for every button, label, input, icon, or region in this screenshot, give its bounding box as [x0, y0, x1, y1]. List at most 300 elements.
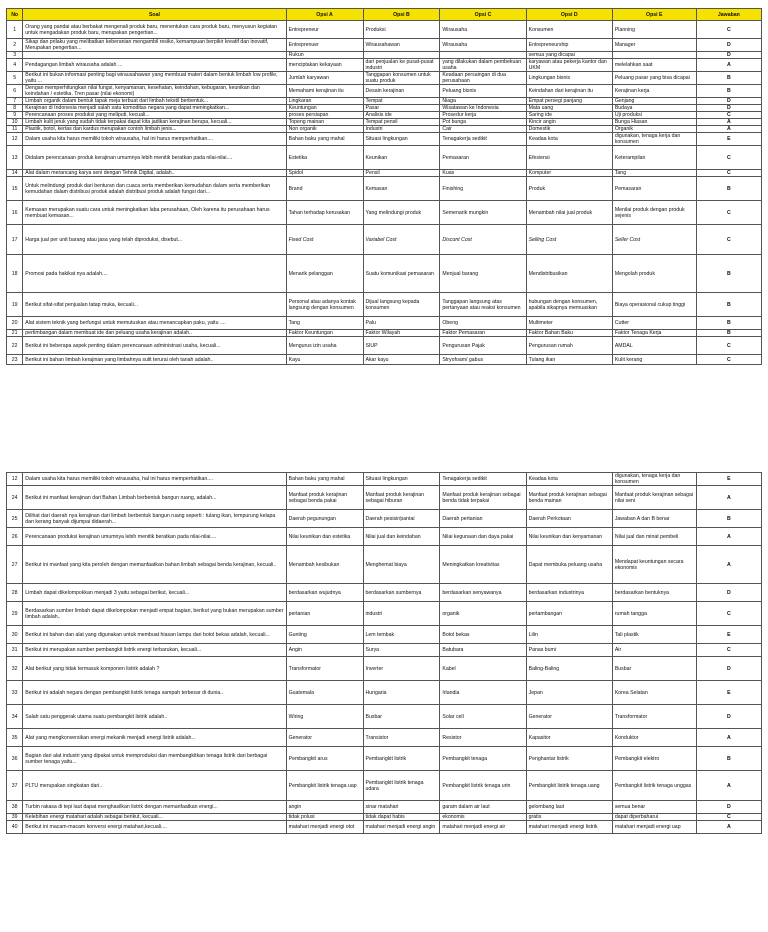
option-d: Baling-Baling: [526, 657, 612, 681]
question-text: Salah satu penggerak utama suatu pembangkit listrik adalah..: [23, 705, 286, 729]
answer-key: D: [696, 39, 761, 52]
question-number: 20: [7, 317, 23, 330]
option-c: Menjual barang: [440, 255, 526, 293]
option-e: Pemasaran: [612, 177, 696, 201]
option-b: Produksi: [363, 21, 440, 39]
option-b: Lem tembak: [363, 626, 440, 644]
question-text: Berikut ini merupakan sumber pembangkit listrik energi terbarukan, kecuali...: [23, 644, 286, 657]
option-b: Pembangkit listrik tenaga udara: [363, 771, 440, 801]
option-d: Saring ide: [526, 112, 612, 119]
question-text: Pendagangan limbah wirausaha adalah ...: [23, 59, 286, 72]
answer-key: E: [696, 473, 761, 486]
question-number: 39: [7, 814, 23, 821]
question-text: Promosi pada hakikat nya adalah....: [23, 255, 286, 293]
question-text: Berikut ini beberapa aspek penting dalam perencanaan administrasi usaha, kecuali...: [23, 337, 286, 355]
option-c: Pot bunga: [440, 119, 526, 126]
answer-key: C: [696, 112, 761, 119]
question-row: [7, 170, 762, 177]
option-b: SIUP: [363, 337, 440, 355]
option-d: Domestik: [526, 126, 612, 133]
option-c: Stryofoam/ gabus: [440, 355, 526, 365]
option-a: Tang: [286, 317, 363, 330]
question-row: [7, 584, 762, 602]
answer-key: B: [696, 255, 761, 293]
option-b: Industri: [363, 126, 440, 133]
option-e: Genjang: [612, 98, 696, 105]
question-number: 24: [7, 486, 23, 510]
option-c: matahari menjadi energi air: [440, 821, 526, 834]
option-b: Surya: [363, 644, 440, 657]
option-e: berdasarkan bentuknya: [612, 584, 696, 602]
question-text: PLTU merupakan singkatan dari..: [23, 771, 286, 801]
question-text: Perencanaan proses produksi yang meliputi, kecuali...: [23, 112, 286, 119]
question-text: Berikut ini manfaat yang kita peroleh dengan memanfaatkan bahan limbah sebagai benda kerajinan, kecuali..: [23, 546, 286, 584]
option-b: Akar kayu: [363, 355, 440, 365]
question-number: 13: [7, 146, 23, 170]
question-number: 10: [7, 119, 23, 126]
question-text: Dilihat dari daerah nya kerajinan dari limbah berbentuk bangun ruang seperti : tulang ikan, tempurung kelapa dan kerang banyak dijumpai didaerah...: [23, 510, 286, 528]
option-e: Nilai jual dan minat pembeli: [612, 528, 696, 546]
option-e: semua benar: [612, 801, 696, 814]
option-e: Planning: [612, 21, 696, 39]
question-number: 15: [7, 177, 23, 201]
answer-key: B: [696, 317, 761, 330]
option-d: Jepan: [526, 681, 612, 705]
answer-key: E: [696, 626, 761, 644]
question-row: [7, 255, 762, 293]
question-row: [7, 105, 762, 112]
option-a: Gunting: [286, 626, 363, 644]
question-text: Plastik, botol, kertas dan kardus merupakan contoh limbah jenis...: [23, 126, 286, 133]
header-opsi-c: Opsi C: [440, 9, 526, 21]
option-b: Nilai jual dan keindahan: [363, 528, 440, 546]
question-text: Berikut sifat-sifat penjualan tatap muka, kecuali...: [23, 293, 286, 317]
header-opsi-a: Opsi A: [286, 9, 363, 21]
question-number: 9: [7, 112, 23, 119]
option-b: Pensil: [363, 170, 440, 177]
question-number: 4: [7, 59, 23, 72]
question-row: [7, 39, 762, 52]
question-text: Berdasarkan sumber limbah dapat dikelompokan menjadi empat bagian, berikut yang bukan merupakan sumber limbah adalah..: [23, 602, 286, 626]
option-b: berdasarkan sumbernya: [363, 584, 440, 602]
answer-key: C: [696, 644, 761, 657]
option-d: Generator: [526, 705, 612, 729]
option-b: Suatu komunikasi pemasaran: [363, 255, 440, 293]
question-text: Dalam usaha kita harus memiliki tokoh wirausaha, hal ini harus memperhatikan....: [23, 133, 286, 146]
option-e: Jawaban A dan B benar: [612, 510, 696, 528]
option-b: Desain kerajinan: [363, 85, 440, 98]
question-row: [7, 602, 762, 626]
option-d: pertambangan: [526, 602, 612, 626]
option-b: [363, 52, 440, 59]
option-e: Organik: [612, 126, 696, 133]
option-a: Bahan baku yang mahal: [286, 133, 363, 146]
option-e: Pembangkit listrik tenaga unggas: [612, 771, 696, 801]
option-d: Mendistribusikan: [526, 255, 612, 293]
option-d: Keadaa kota: [526, 133, 612, 146]
option-d: Panas bumi: [526, 644, 612, 657]
option-d: Konsumen: [526, 21, 612, 39]
answer-key: B: [696, 177, 761, 201]
option-e: Mengolah produk: [612, 255, 696, 293]
option-e: digunakan, tenaga kerja dan konsumen: [612, 133, 696, 146]
question-row: [7, 293, 762, 317]
option-c: Pengurusan Pajak: [440, 337, 526, 355]
question-text: [23, 52, 286, 59]
option-c: Cair: [440, 126, 526, 133]
option-b: Tempat: [363, 98, 440, 105]
option-a: angin: [286, 801, 363, 814]
question-number: 1: [7, 21, 23, 39]
option-c: Discont Cost: [440, 225, 526, 255]
option-b: tidak dapat habis: [363, 814, 440, 821]
question-row: [7, 330, 762, 337]
option-a: Entrepreneur: [286, 21, 363, 39]
option-b: Palu: [363, 317, 440, 330]
question-row: [7, 126, 762, 133]
question-text: Alat sistem teknik yang berfungsi untuk memutuskan atau menancapkan paku, yaitu ....: [23, 317, 286, 330]
answer-key: B: [696, 330, 761, 337]
question-row: [7, 225, 762, 255]
option-c: Meningkatkan kreativitas: [440, 546, 526, 584]
option-c: Keadaan persaingan di dua perusahaan: [440, 72, 526, 85]
answer-key: B: [696, 85, 761, 98]
question-text: Bagian dari alat industri yang dipakai untuk memproduksi dan membangkitkan tenaga listrik dari berbagai sumber tenaga yaitu...: [23, 747, 286, 771]
answer-key: D: [696, 98, 761, 105]
option-d: matahari menjadi energi listrik: [526, 821, 612, 834]
option-d: gelombang laut: [526, 801, 612, 814]
answer-key: C: [696, 602, 761, 626]
question-row: [7, 528, 762, 546]
option-a: Bahan baku yang mahal: [286, 473, 363, 486]
question-text: Sikap dan prilaku yang melibatkan keberanian mengambil resiko, kemampuan berpikir kreatif dan inovatif, Merupakan pengertian...: [23, 39, 286, 52]
option-a: Spidol: [286, 170, 363, 177]
header-jawaban: Jawaban: [696, 9, 761, 21]
option-e: Konduktor: [612, 729, 696, 747]
option-b: Hungaria: [363, 681, 440, 705]
question-number: 31: [7, 644, 23, 657]
option-e: Kerajinan kerja: [612, 85, 696, 98]
option-a: matahari menjadi energi otot: [286, 821, 363, 834]
option-d: hubungan dengan konsumen, apabila sikapnya memuaskan: [526, 293, 612, 317]
option-b: Situasi lingkungan: [363, 133, 440, 146]
option-d: karyawan atau pekerja kantor dan UKM: [526, 59, 612, 72]
option-b: Inverter: [363, 657, 440, 681]
option-a: Kayu: [286, 355, 363, 365]
option-b: Kemasan: [363, 177, 440, 201]
question-number: 16: [7, 201, 23, 225]
option-d: Keadaa kota: [526, 473, 612, 486]
question-text: Berikut ini bahan limbah kerajinan yang limbahnya sulit terurai oleh tanah adalah..: [23, 355, 286, 365]
option-b: industri: [363, 602, 440, 626]
option-e: Seller Cost: [612, 225, 696, 255]
question-number: 7: [7, 98, 23, 105]
option-d: gratis: [526, 814, 612, 821]
option-a: Transformator: [286, 657, 363, 681]
option-c: Wirausaha: [440, 39, 526, 52]
option-a: Pembangkit listrik tenaga uap: [286, 771, 363, 801]
question-text: Berikut ini adalah negara dengan pembangkit listrik tenaga sampah terbesar di dunia..: [23, 681, 286, 705]
option-a: Jumlah karyawan: [286, 72, 363, 85]
question-number: 12: [7, 133, 23, 146]
question-row: [7, 201, 762, 225]
question-number: 29: [7, 602, 23, 626]
question-number: 5: [7, 72, 23, 85]
option-b: Variabel Cost: [363, 225, 440, 255]
option-e: matahari menjadi energi uap: [612, 821, 696, 834]
option-d: Tulang ikan: [526, 355, 612, 365]
question-row: [7, 486, 762, 510]
header-no: No: [7, 9, 23, 21]
option-a: Angin: [286, 644, 363, 657]
option-e: Budaya: [612, 105, 696, 112]
answer-key: A: [696, 119, 761, 126]
option-b: matahari menjadi energi angin: [363, 821, 440, 834]
option-d: Selling Cost: [526, 225, 612, 255]
question-text: Berikut ini bahan dan alat yang digunakan untuk membuat hiasan lampu dari botol bekas adalah, kecuali...: [23, 626, 286, 644]
option-e: digunakan, tenaga kerja dan konsumen: [612, 473, 696, 486]
question-number: 14: [7, 170, 23, 177]
option-b: Tempat pensil: [363, 119, 440, 126]
header-soal: Soal: [23, 9, 286, 21]
answer-key: D: [696, 584, 761, 602]
option-a: Guatemala: [286, 681, 363, 705]
question-number: 23: [7, 355, 23, 365]
question-row: [7, 681, 762, 705]
option-b: Situasi lingkungan: [363, 473, 440, 486]
option-b: dari penjualan ke pusat-pusat industri: [363, 59, 440, 72]
answer-key: C: [696, 21, 761, 39]
question-number: 17: [7, 225, 23, 255]
option-b: Daerah pesisir/pantai: [363, 510, 440, 528]
option-c: Irlandia: [440, 681, 526, 705]
option-c: ekonomis: [440, 814, 526, 821]
option-e: Manfaat produk kerajinan sebagai nilai seni: [612, 486, 696, 510]
option-a: Estetika: [286, 146, 363, 170]
option-a: Keuntungan: [286, 105, 363, 112]
option-c: [440, 52, 526, 59]
question-number: 40: [7, 821, 23, 834]
option-a: Mengurus izin usaha: [286, 337, 363, 355]
option-a: Topeng mainan: [286, 119, 363, 126]
option-d: Keindahan dari kerajinan itu: [526, 85, 612, 98]
option-c: Batubara: [440, 644, 526, 657]
option-a: Non organik: [286, 126, 363, 133]
option-e: [612, 52, 696, 59]
question-row: [7, 771, 762, 801]
option-d: Produk: [526, 177, 612, 201]
question-text: Turbin rakasa di tepi laut dapat menghasilkan listrik dengan memanfaatkan energi...: [23, 801, 286, 814]
option-d: Menambah nilai jual produk: [526, 201, 612, 225]
question-row: [7, 626, 762, 644]
question-row: [7, 112, 762, 119]
option-a: Pembangkit arus: [286, 747, 363, 771]
question-number: 21: [7, 330, 23, 337]
option-a: Memahami kerajinan itu: [286, 85, 363, 98]
question-row: [7, 21, 762, 39]
question-number: 33: [7, 681, 23, 705]
option-a: Generator: [286, 729, 363, 747]
option-b: Dijual langsung kepada konsumen: [363, 293, 440, 317]
question-row: [7, 801, 762, 814]
answer-key: A: [696, 821, 761, 834]
answer-key: A: [696, 59, 761, 72]
option-d: semua yang dicapai: [526, 52, 612, 59]
answer-key: B: [696, 293, 761, 317]
question-text: Alat yang mengkonversikan energi mekanik menjadi energi listrik adalah...: [23, 729, 286, 747]
option-c: Wisatawan ke Indonesia: [440, 105, 526, 112]
question-text: Harga jual per unit barang atau jasa yang telah diproduksi, disebut...: [23, 225, 286, 255]
option-e: Manager: [612, 39, 696, 52]
option-b: sinar matahari: [363, 801, 440, 814]
question-text: Perencanaan produksi kerajinan umumnya lebih menitik beratkan pada nilai-nilai....: [23, 528, 286, 546]
option-a: Nilai keunikan dan estetika: [286, 528, 363, 546]
option-a: Rukun: [286, 52, 363, 59]
option-c: Resistor: [440, 729, 526, 747]
answer-key: A: [696, 771, 761, 801]
option-d: Multimeter: [526, 317, 612, 330]
option-c: Wirausaha: [440, 21, 526, 39]
question-number: 22: [7, 337, 23, 355]
question-text: Dengan memperhitungkan nilai fungsi, kenyamanan, kesehatan, keindahan, kebugaran, keunikan dan keindahan / estetika. Tren pasar (nilai ekonomi): [23, 85, 286, 98]
answer-key: A: [696, 546, 761, 584]
question-row: [7, 52, 762, 59]
answer-key: A: [696, 729, 761, 747]
answer-key: C: [696, 337, 761, 355]
header-row: [7, 9, 762, 21]
question-number: 12: [7, 473, 23, 486]
option-e: Menilai produk dengan produk sejenis: [612, 201, 696, 225]
question-number: 19: [7, 293, 23, 317]
option-e: Air: [612, 644, 696, 657]
question-row: [7, 473, 762, 486]
option-d: Mata uang: [526, 105, 612, 112]
question-text: Limbah dapat dikelompokkan menjadi 3 yaitu sebagai berikut, kecuali...: [23, 584, 286, 602]
question-row: [7, 510, 762, 528]
option-c: Peluang bisnis: [440, 85, 526, 98]
option-e: Transformator: [612, 705, 696, 729]
option-d: Efesiensi: [526, 146, 612, 170]
answer-key: E: [696, 681, 761, 705]
option-a: Manfaat produk kerajinan sebagai benda pakai: [286, 486, 363, 510]
option-c: Tanggapan langsung atas pertanyaan atau reaksi konsumen: [440, 293, 526, 317]
option-e: rumah tangga: [612, 602, 696, 626]
question-text: Kemasan merupakan suatu cara untuk meningkatkan laba perusahaan, Oleh karena itu perusahaan harus membuat kemasan...: [23, 201, 286, 225]
question-text: Orang yang pandai atau berbakat mengenali produk baru, menentukan cara produk baru, menyusun kegiatan untuk mengadakan produk baru, merupakan pengertian...: [23, 21, 286, 39]
option-b: Busbar: [363, 705, 440, 729]
question-text: Alat berikut yang tidak termasuk komponen listrik adalah ?: [23, 657, 286, 681]
answer-key: B: [696, 510, 761, 528]
option-d: Penghantar listrik: [526, 747, 612, 771]
option-c: Pembangkit listrik tenaga urin: [440, 771, 526, 801]
option-d: Nilai keunikan dan kenyamanan: [526, 528, 612, 546]
question-row: [7, 355, 762, 365]
question-row: [7, 177, 762, 201]
option-e: Tali plastik: [612, 626, 696, 644]
option-d: Manfaat produk kerajinan sebagai benda mainan: [526, 486, 612, 510]
option-c: Finishing: [440, 177, 526, 201]
option-e: Tang: [612, 170, 696, 177]
question-number: 36: [7, 747, 23, 771]
option-b: Faktor Wilayah: [363, 330, 440, 337]
option-d: Lilin: [526, 626, 612, 644]
question-text: Kerajinan di Indonesia menjadi salah satu komoditas negara yang dapat meningkatkan...: [23, 105, 286, 112]
answer-key: C: [696, 146, 761, 170]
question-number: 26: [7, 528, 23, 546]
answer-key: C: [696, 225, 761, 255]
option-c: Manfaat produk kerajinan sebagai benda tidak terpakai: [440, 486, 526, 510]
answer-key: C: [696, 201, 761, 225]
option-a: pertanian: [286, 602, 363, 626]
answer-key: D: [696, 657, 761, 681]
question-row: [7, 317, 762, 330]
option-c: Niaga: [440, 98, 526, 105]
option-c: Pemasaran: [440, 146, 526, 170]
option-c: yang dilakukan dalam pembekuan usaha: [440, 59, 526, 72]
answer-key: A: [696, 126, 761, 133]
option-e: Faktor Tenaga Kerja: [612, 330, 696, 337]
option-e: Biaya operasional cukup tinggi: [612, 293, 696, 317]
option-a: tidak polusi: [286, 814, 363, 821]
option-c: berdasarkan senyawanya: [440, 584, 526, 602]
question-number: 35: [7, 729, 23, 747]
option-b: Wirausahawan: [363, 39, 440, 52]
answer-key: D: [696, 801, 761, 814]
option-d: Pembangkit listrik tenaga uang: [526, 771, 612, 801]
option-a: Wiring: [286, 705, 363, 729]
option-c: Daerah pertanian: [440, 510, 526, 528]
question-number: 11: [7, 126, 23, 133]
question-row: [7, 59, 762, 72]
question-number: 27: [7, 546, 23, 584]
question-table-2: [6, 472, 762, 834]
option-c: Kabel: [440, 657, 526, 681]
answer-key: A: [696, 486, 761, 510]
option-e: Kulit kerang: [612, 355, 696, 365]
option-a: proses persiapan: [286, 112, 363, 119]
option-d: Lingkungan bisnis: [526, 72, 612, 85]
question-number: 18: [7, 255, 23, 293]
option-a: Lingkaran: [286, 98, 363, 105]
question-number: 6: [7, 85, 23, 98]
option-d: Kincir angin: [526, 119, 612, 126]
option-b: Menghemat biaya: [363, 546, 440, 584]
option-e: Cutter: [612, 317, 696, 330]
option-c: Tenagakerja sedikit: [440, 133, 526, 146]
option-a: berdasarkan wujudnya: [286, 584, 363, 602]
question-row: [7, 821, 762, 834]
option-c: Tenagakerja sedikit: [440, 473, 526, 486]
option-d: Komputer: [526, 170, 612, 177]
answer-key: C: [696, 355, 761, 365]
question-row: [7, 146, 762, 170]
option-d: Entrepreneurship: [526, 39, 612, 52]
question-text: Limbah organik dalam bentuk tapak meja terbuat dari limbah tekstil berbentuk...: [23, 98, 286, 105]
option-b: Analisis ide: [363, 112, 440, 119]
answer-key: D: [696, 52, 761, 59]
question-row: [7, 72, 762, 85]
option-b: Transistor: [363, 729, 440, 747]
question-row: [7, 747, 762, 771]
answer-key: C: [696, 170, 761, 177]
option-d: Daerah Perkotaan: [526, 510, 612, 528]
option-a: Entreprenuer: [286, 39, 363, 52]
question-number: 2: [7, 39, 23, 52]
option-b: Pembangkit listrik: [363, 747, 440, 771]
answer-key: B: [696, 747, 761, 771]
option-e: Keterampilan: [612, 146, 696, 170]
question-row: [7, 546, 762, 584]
